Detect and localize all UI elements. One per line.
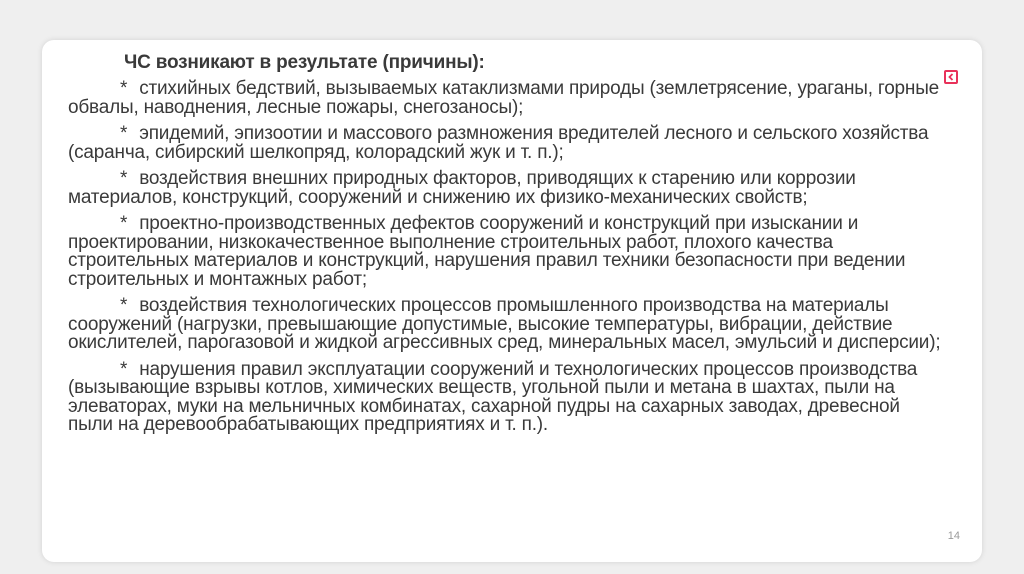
list-item xyxy=(68,125,948,162)
bullet-marker: * xyxy=(120,358,128,380)
list-item xyxy=(68,170,948,207)
bullet-marker: * xyxy=(120,123,128,144)
list-item-text: стихийных бедствий, вызываемых катаклизмами природы (землетрясение, ураганы, горные обвалы, наводнения, лесные пожары, снегозаносы); xyxy=(68,78,940,118)
bullet-marker: * xyxy=(120,78,128,99)
list-item xyxy=(68,80,948,117)
list-item-text: воздействия внешних природных факторов, приводящих к старению или коррозии материалов, конструкций, сооружений и снижению их физико-механических свойств; xyxy=(68,168,856,208)
back-button[interactable] xyxy=(944,70,958,84)
list-item xyxy=(68,215,948,289)
slide-title: ЧС возникают в результате (причины): xyxy=(124,52,485,73)
bullet-marker: * xyxy=(120,213,128,234)
list-item-text: проектно-производственных дефектов сооружений и конструкций при изыскании и проектировании, низкокачественное выполнение строительных работ, плохого качества строительных материалов и конструкций, нарушения правил техники безопасности при ведении строительных и монтажных работ; xyxy=(68,213,906,290)
bullet-marker: * xyxy=(120,295,128,316)
bullet-marker: * xyxy=(120,168,128,189)
slide-card xyxy=(42,40,982,562)
page-number: 14 xyxy=(947,530,960,542)
back-arrow-icon xyxy=(947,73,955,81)
list-item xyxy=(68,358,948,435)
list-item-text: эпидемий, эпизоотии и массового размножения вредителей лесного и сельского хозяйства (саранча, сибирский шелкопряд, колорадский жук и т. п.); xyxy=(68,123,929,163)
list-item-text: воздействия технологических процессов промышленного производства на материалы сооружений (нагрузки, превышающие допустимые, высокие температуры, вибрации, действие окислителей, парогазовой и жидкой агрессивных сред, минеральных масел, эмульсий и дисперсии); xyxy=(68,295,941,353)
list-item-text: нарушения правил эксплуатации сооружений и технологических процессов производства (вызывающие взрывы котлов, химических веществ, угольной пыли и метана в шахтах, пыли на элеваторах, муки на мельничных комбинатах, сахарной пудры на сахарных заводах, древесной пыли на деревообрабатывающих предприятиях и т. п.). xyxy=(68,358,918,435)
slide-content xyxy=(68,52,948,443)
list-item xyxy=(68,297,948,353)
